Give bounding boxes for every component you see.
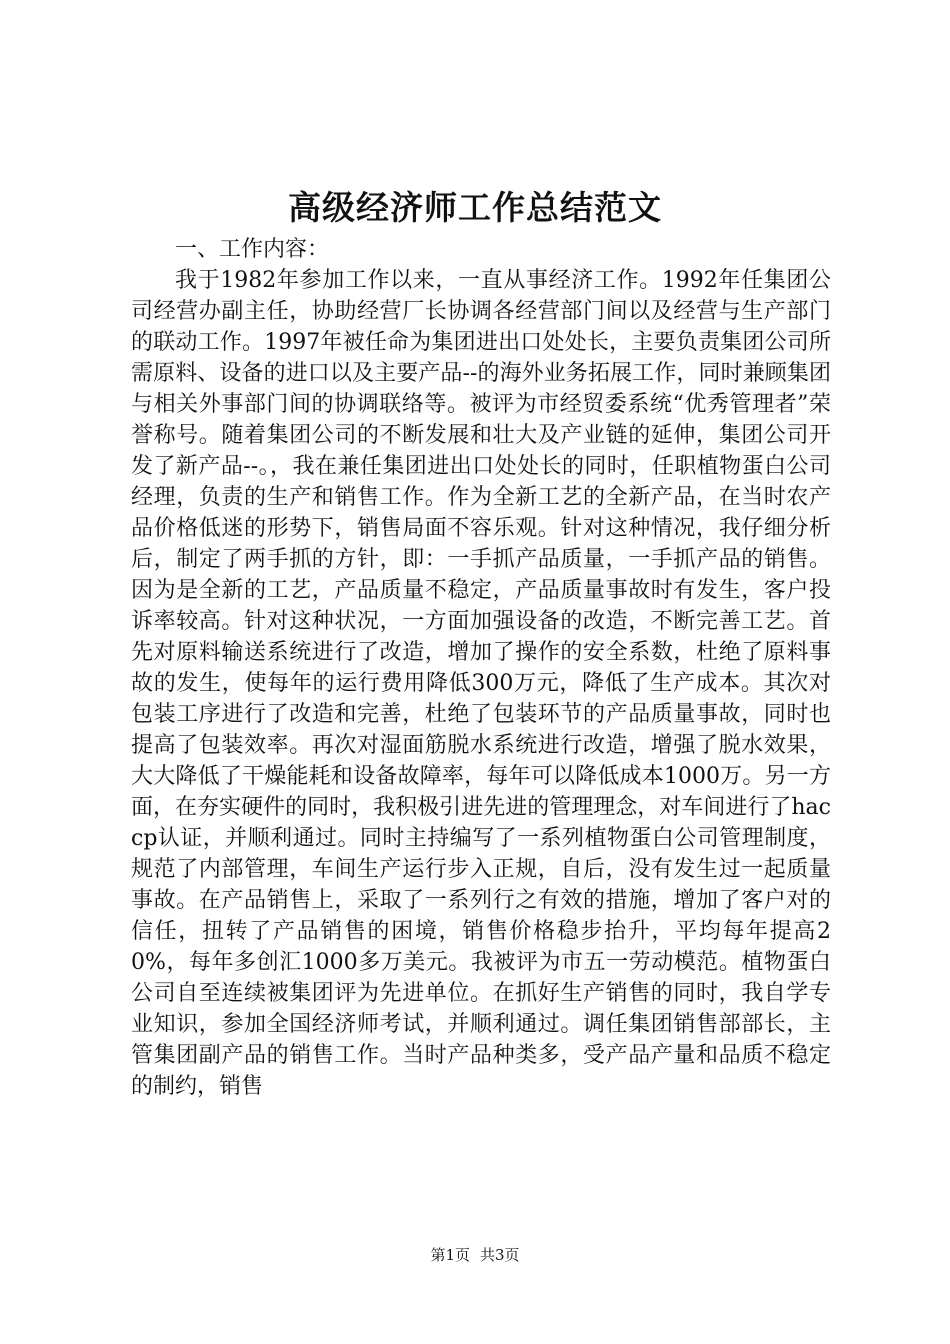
body-paragraph: 我于1982年参加工作以来，一直从事经济工作。1992年任集团公司经营办副主任，协助经营厂长协调各经营部门间以及经营与生产部门的联动工作。1997年被任命为集团进出口处处长，主要负责集团公司所需原料、设备的进口以及主要产品--的海外业务拓展工作，同时兼顾集团与相关外事部门间的协调联络等。被评为市经贸委系统“优秀管理者”荣誉称号。随着集团公司的不断发展和壮大及产业链的延伸，集团公司开发了新产品--。，我在兼任集团进出口处处长的同时，任职植物蛋白公司经理，负责的生产和销售工作。作为全新工艺的全新产品，在当时农产品价格低迷的形势下，销售局面不容乐观。针对这种情况，我仔细分析后，制定了两手抓的方针，即：一手抓产品质量，一手抓产品的销售。因为是全新的工艺，产品质量不稳定，产品质量事故时有发生，客户投诉率较高。针对这种状况，一方面加强设备的改造，不断完善工艺。首先对原料输送系统进行了改造，增加了操作的安全系数，杜绝了原料事故的发生，使每年的运行费用降低300万元，降低了生产成本。其次对包装工序进行了改造和完善，杜绝了包装环节的产品质量事故，同时也提高了包装效率。再次对湿面筋脱水系统进行改造，增强了脱水效果，大大降低了干燥能耗和设备故障率，每年可以降低成本1000万。另一方面，在夯实硬件的同时，我积极引进先进的管理理念，对车间进行了haccp认证，并顺利通过。同时主持编写了一系列植物蛋白公司管理制度，规范了内部管理，车间生产运行步入正规，自后，没有发生过一起质量事故。在产品销售上，采取了一系列行之有效的措施，增加了客户对的信任，扭转了产品销售的困境，销售价格稳步抬升，平均每年提高20%，每年多创汇1000多万美元。我被评为市五一劳动模范。植物蛋白公司自至连续被集团评为先进单位。在抓好生产销售的同时，我自学专业知识，参加全国经济师考试，并顺利通过。调任集团销售部部长，主管集团副产品的销售工作。当时产品种类多，受产品产量和品质不稳定的制约，销售 <box>131 268 831 1099</box>
document-body <box>131 234 831 1102</box>
document-title: 高级经济师工作总结范文 <box>288 188 662 227</box>
page-total: 共3页 <box>480 1246 520 1264</box>
page-footer <box>0 1245 950 1265</box>
section-heading: 一、工作内容： <box>175 237 330 262</box>
page-number: 第1页 <box>430 1246 470 1264</box>
